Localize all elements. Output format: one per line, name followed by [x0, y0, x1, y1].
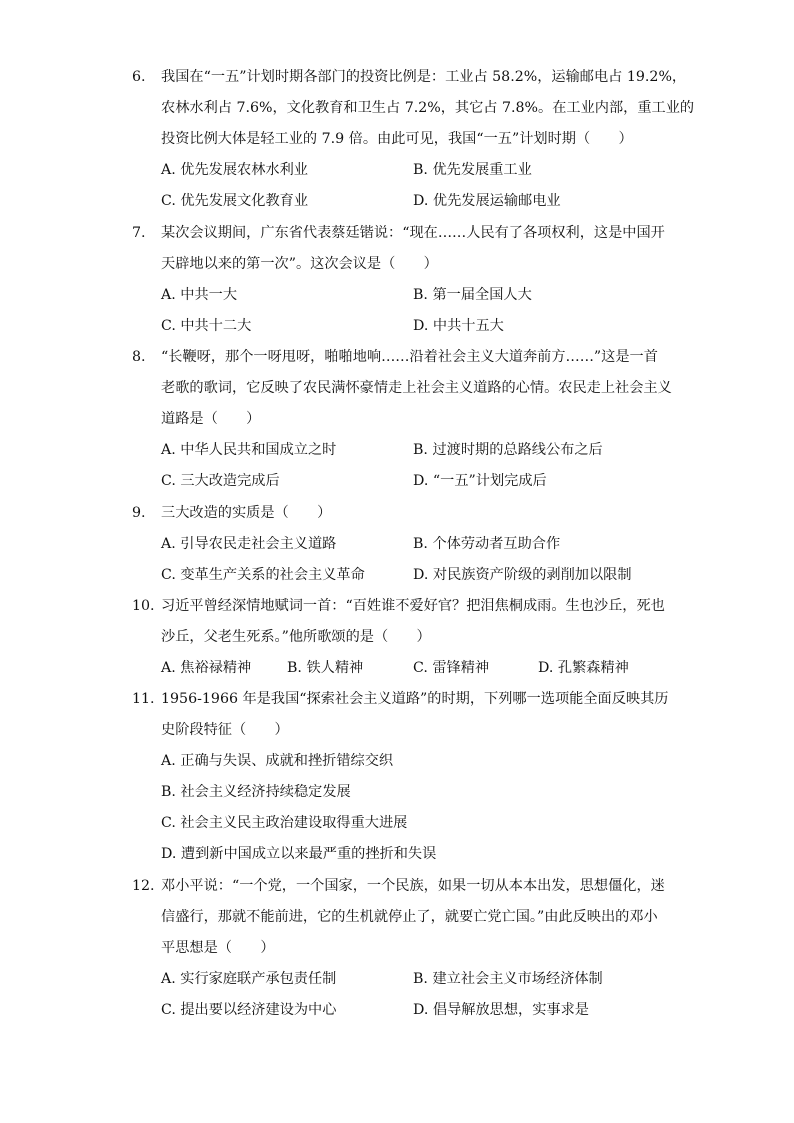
question-number: 12.: [132, 878, 155, 894]
option-b[interactable]: B. 社会主义经济持续稳定发展: [161, 784, 351, 800]
option-d[interactable]: D. 倡导解放思想，实事求是: [413, 1002, 589, 1018]
option-row: [132, 808, 672, 839]
option-row: [132, 560, 672, 591]
option-d[interactable]: D. 对民族资产阶级的剥削加以限制: [413, 567, 632, 583]
question-line: [132, 373, 672, 404]
option-a[interactable]: A. 焦裕禄精神: [161, 660, 252, 676]
question-10: [132, 591, 672, 684]
option-a[interactable]: A. 中共一大: [161, 287, 238, 303]
option-d[interactable]: D. 中共十五大: [413, 318, 504, 334]
option-a[interactable]: A. 正确与失误、成就和挫折错综交织: [161, 753, 394, 769]
option-a[interactable]: A. 中华人民共和国成立之时: [161, 442, 337, 458]
question-stem: 我国在“一五”计划时期各部门的投资比例是：工业占 58.2%，运输邮电占 19.2%，: [161, 69, 687, 85]
option-b[interactable]: B. 建立社会主义市场经济体制: [413, 971, 603, 987]
question-line: [132, 404, 672, 435]
option-a[interactable]: A. 实行家庭联产承包责任制: [161, 971, 337, 987]
option-c[interactable]: C. 提出要以经济建设为中心: [161, 1002, 337, 1018]
option-b[interactable]: B. 铁人精神: [287, 660, 364, 676]
question-line: [132, 622, 672, 653]
option-row: [132, 746, 672, 777]
question-line: [132, 715, 672, 746]
question-stem: 某次会议期间，广东省代表蔡廷锴说：“现在……人民有了各项权利，这是中国开: [161, 225, 665, 241]
option-c[interactable]: C. 中共十二大: [161, 318, 252, 334]
question-stem: 天辟地以来的第一次”。这次会议是（ ）: [161, 256, 438, 272]
question-stem: 平思想是（ ）: [161, 940, 275, 956]
question-stem: 习近平曾经深情地赋词一首：“百姓谁不爱好官？把泪焦桐成雨。生也沙丘，死也: [161, 598, 665, 614]
question-stem: “长鞭呀，那个一呀甩呀，啪啪地响……沿着社会主义大道奔前方……”这是一首: [161, 349, 658, 365]
option-row: [132, 280, 672, 311]
question-12: [132, 871, 672, 1026]
option-row: [132, 435, 672, 466]
question-stem: 史阶段特征（ ）: [161, 722, 289, 738]
question-line: [132, 871, 672, 902]
question-line: [132, 342, 672, 373]
option-c[interactable]: C. 三大改造完成后: [161, 473, 280, 489]
question-9: [132, 498, 672, 591]
question-line: [132, 933, 672, 964]
question-number: 11.: [132, 691, 155, 707]
question-number: 6.: [132, 69, 146, 85]
question-7: [132, 218, 672, 342]
question-number: 8.: [132, 349, 146, 365]
question-line: [132, 591, 672, 622]
option-c[interactable]: C. 优先发展文化教育业: [161, 193, 309, 209]
question-line: [132, 218, 672, 249]
question-stem: 老歌的歌词，它反映了农民满怀豪情走上社会主义道路的心情。农民走上社会主义: [161, 380, 672, 396]
question-line: [132, 902, 672, 933]
option-c[interactable]: C. 雷锋精神: [413, 660, 490, 676]
question-stem: 道路是（ ）: [161, 411, 261, 427]
question-line: [132, 249, 672, 280]
question-stem: 农林水利占 7.6%，文化教育和卫生占 7.2%，其它占 7.8%。在工业内部，重工业的: [161, 100, 695, 116]
option-row: [132, 529, 672, 560]
question-11: [132, 684, 672, 870]
option-b[interactable]: B. 过渡时期的总路线公布之后: [413, 442, 603, 458]
question-number: 10.: [132, 598, 155, 614]
question-number: 7.: [132, 225, 146, 241]
option-row: [132, 155, 672, 186]
question-stem: 信盛行，那就不能前进，它的生机就停止了，就要亡党亡国。”由此反映出的邓小: [161, 909, 658, 925]
question-number: 9.: [132, 505, 146, 521]
option-row: [132, 466, 672, 497]
question-stem: 1956-1966 年是我国“探索社会主义道路”的时期，下列哪一选项能全面反映其历: [161, 691, 669, 707]
question-8: [132, 342, 672, 497]
question-line: [132, 498, 672, 529]
option-d[interactable]: D. 优先发展运输邮电业: [413, 193, 561, 209]
option-d[interactable]: D. “一五”计划完成后: [413, 473, 547, 489]
option-row: [132, 839, 672, 870]
question-line: [132, 93, 695, 124]
option-row: [132, 995, 672, 1026]
option-b[interactable]: B. 第一届全国人大: [413, 287, 532, 303]
question-line: [132, 62, 687, 93]
option-row: [132, 653, 672, 684]
option-c[interactable]: C. 社会主义民主政治建设取得重大进展: [161, 815, 408, 831]
option-row: [132, 777, 672, 808]
option-row: [132, 311, 672, 342]
question-stem: 沙丘，父老生死系。”他所歌颂的是（ ）: [161, 629, 431, 645]
option-b[interactable]: B. 优先发展重工业: [413, 162, 532, 178]
question-line: [132, 684, 672, 715]
question-6: [132, 62, 695, 217]
option-d[interactable]: D. 孔繁森精神: [538, 660, 629, 676]
option-c[interactable]: C. 变革生产关系的社会主义革命: [161, 567, 365, 583]
option-d[interactable]: D. 遭到新中国成立以来最严重的挫折和失误: [161, 846, 437, 862]
option-b[interactable]: B. 个体劳动者互助合作: [413, 536, 561, 552]
option-a[interactable]: A. 引导农民走社会主义道路: [161, 536, 337, 552]
question-stem: 邓小平说：“一个党，一个国家，一个民族，如果一切从本本出发，思想僵化，迷: [161, 878, 665, 894]
question-line: [132, 124, 672, 155]
option-a[interactable]: A. 优先发展农林水利业: [161, 162, 308, 178]
question-stem: 投资比例大体是轻工业的 7.9 倍。由此可见，我国“一五”计划时期（ ）: [161, 131, 633, 147]
question-stem: 三大改造的实质是（ ）: [161, 505, 332, 521]
option-row: [132, 964, 672, 995]
option-row: [132, 186, 672, 217]
